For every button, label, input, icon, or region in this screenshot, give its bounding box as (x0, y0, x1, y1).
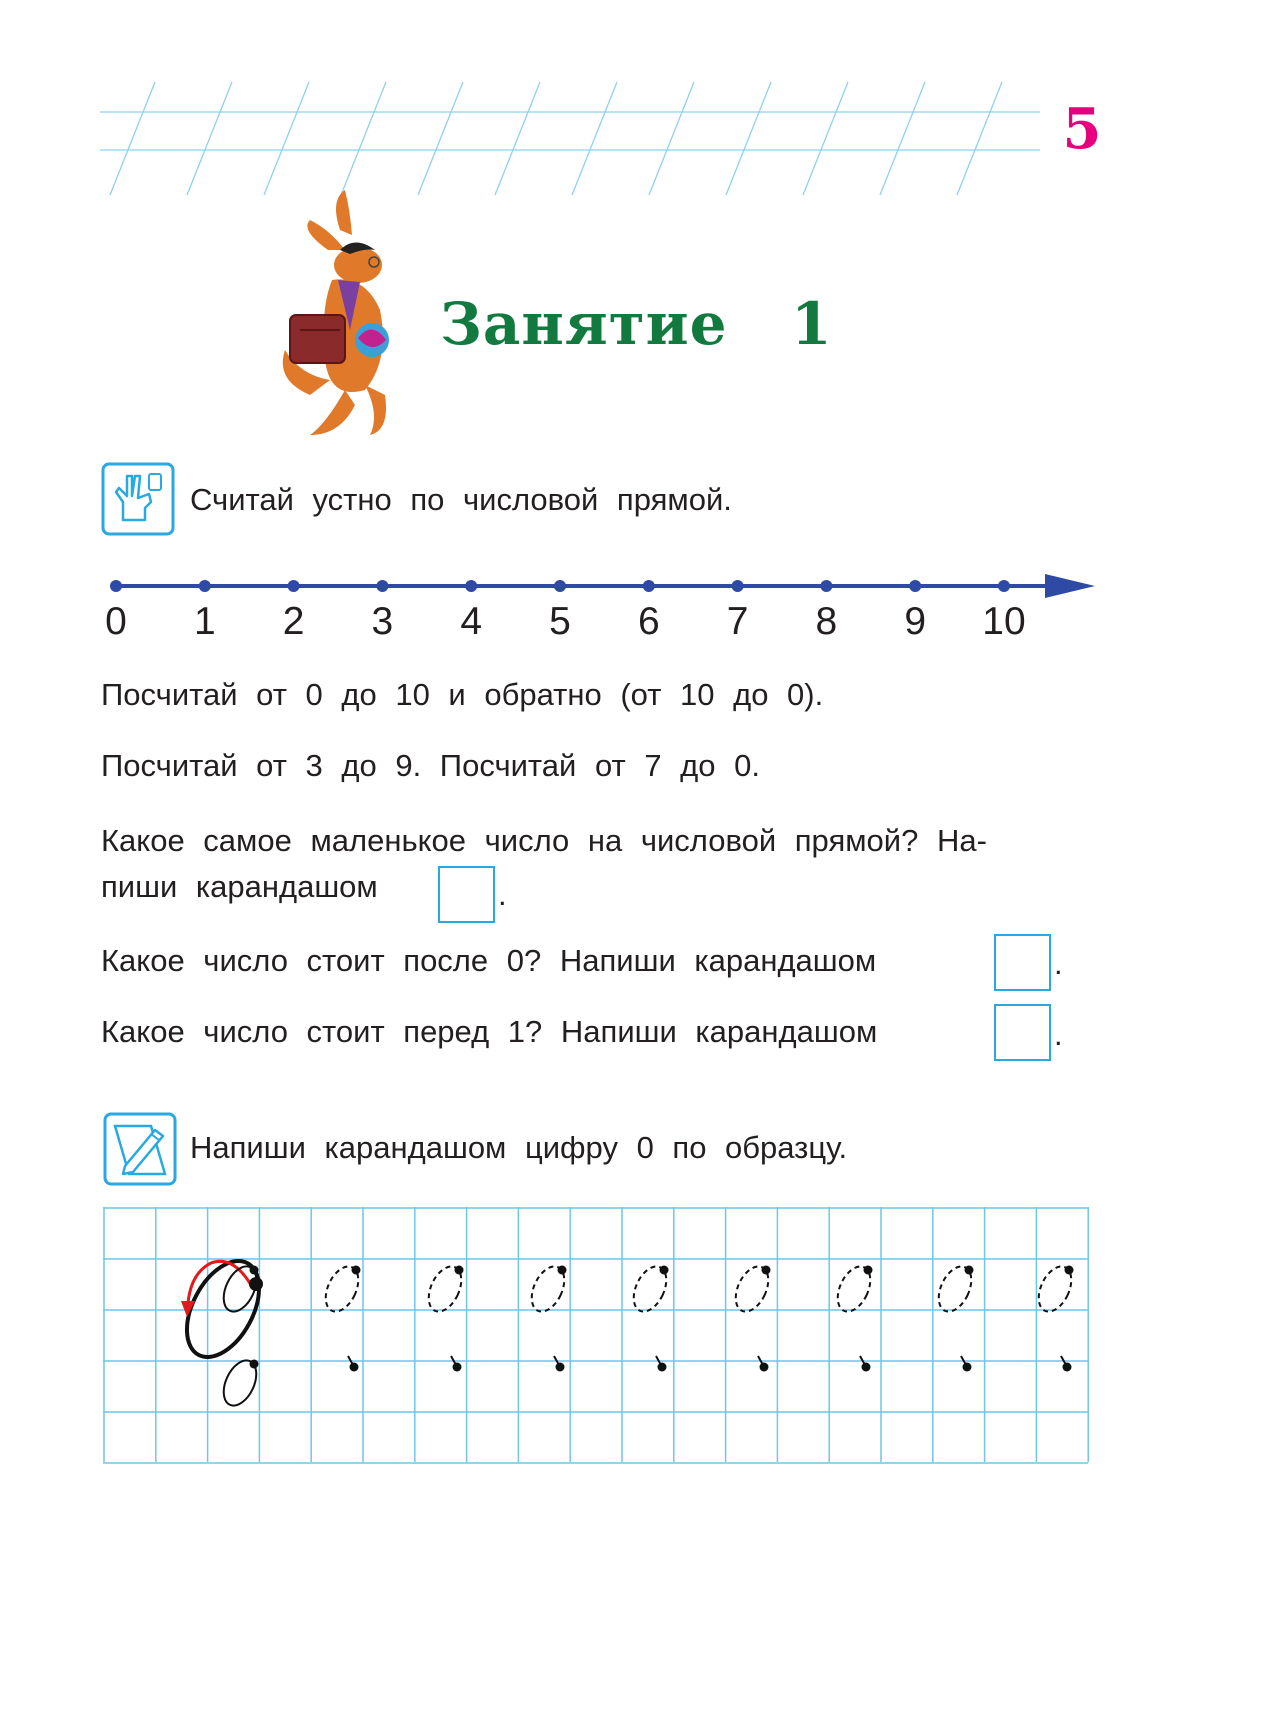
number-line-dot (199, 580, 211, 592)
hand-count-icon (101, 462, 175, 536)
zero-start-dot (864, 1266, 873, 1275)
lesson-title: Занятие 1 (440, 290, 833, 358)
period-1: . (498, 877, 507, 912)
question-smallest-line2: пиши карандашом (101, 869, 378, 904)
number-line-dot (732, 580, 744, 592)
number-line-label: 1 (193, 600, 216, 643)
number-line-dot (110, 580, 122, 592)
zero-start-dot (965, 1266, 974, 1275)
count-line-1: Посчитай от 0 до 10 и обратно (от 10 до 0). (101, 677, 824, 712)
zero-start-dot (453, 1363, 462, 1372)
number-line-label: 4 (460, 600, 483, 643)
number-line-label: 3 (371, 600, 394, 643)
zero-start-dot (862, 1363, 871, 1372)
task1-instruction: Считай устно по числовой прямой. (190, 482, 732, 517)
sample-zero-with-arrow (172, 1249, 274, 1369)
number-line-dot (998, 580, 1010, 592)
page-number: 5 (1062, 96, 1102, 162)
period-3: . (1054, 1017, 1063, 1052)
writing-grid (103, 1207, 1093, 1467)
zero-start-dot (658, 1363, 667, 1372)
count-line-2: Посчитай от 3 до 9. Посчитай от 7 до 0. (101, 748, 760, 783)
period-2: . (1054, 946, 1063, 981)
number-line-dot (643, 580, 655, 592)
zero-start-dot (352, 1266, 361, 1275)
task2-instruction: Напиши карандашом цифру 0 по образцу. (190, 1130, 848, 1165)
zero-start-dot (556, 1363, 565, 1372)
question-smallest-line1: Какое самое маленькое число на числовой прямой? На- (101, 823, 987, 858)
zero-start-dot (760, 1363, 769, 1372)
number-line-label: 2 (282, 600, 305, 643)
number-line-dot (288, 580, 300, 592)
number-line-label: 10 (982, 600, 1026, 643)
number-line-arrow-icon (1045, 574, 1095, 598)
number-line-label: 5 (549, 600, 571, 643)
answer-box-before-one[interactable] (994, 1004, 1051, 1061)
pencil-write-icon (103, 1112, 177, 1186)
number-line (100, 560, 1100, 610)
zero-start-dot (1065, 1266, 1074, 1275)
number-line-label: 7 (726, 600, 749, 643)
number-line-label: 9 (904, 600, 927, 643)
number-line-dot (465, 580, 477, 592)
number-line-dot (554, 580, 566, 592)
zero-start-dot (558, 1266, 567, 1275)
zero-start-dot (1063, 1363, 1072, 1372)
answer-box-smallest[interactable] (438, 866, 495, 923)
question-before-one: Какое число стоит перед 1? Напиши карандашом (101, 1014, 878, 1049)
number-line-dot (820, 580, 832, 592)
zero-start-dot (660, 1266, 669, 1275)
number-line-label: 0 (105, 600, 127, 643)
number-line-dot (909, 580, 921, 592)
number-line-label: 6 (637, 600, 660, 643)
zero-start-dot (963, 1363, 972, 1372)
zero-start-dot (455, 1266, 464, 1275)
number-line-label: 8 (815, 600, 838, 643)
zero-start-dot (350, 1363, 359, 1372)
answer-box-after-zero[interactable] (994, 934, 1051, 991)
zero-start-dot (250, 1266, 259, 1275)
kangaroo-mascot (270, 190, 440, 445)
question-after-zero: Какое число стоит после 0? Напиши карандашом (101, 943, 877, 978)
number-line-dot (376, 580, 388, 592)
zero-start-dot (762, 1266, 771, 1275)
